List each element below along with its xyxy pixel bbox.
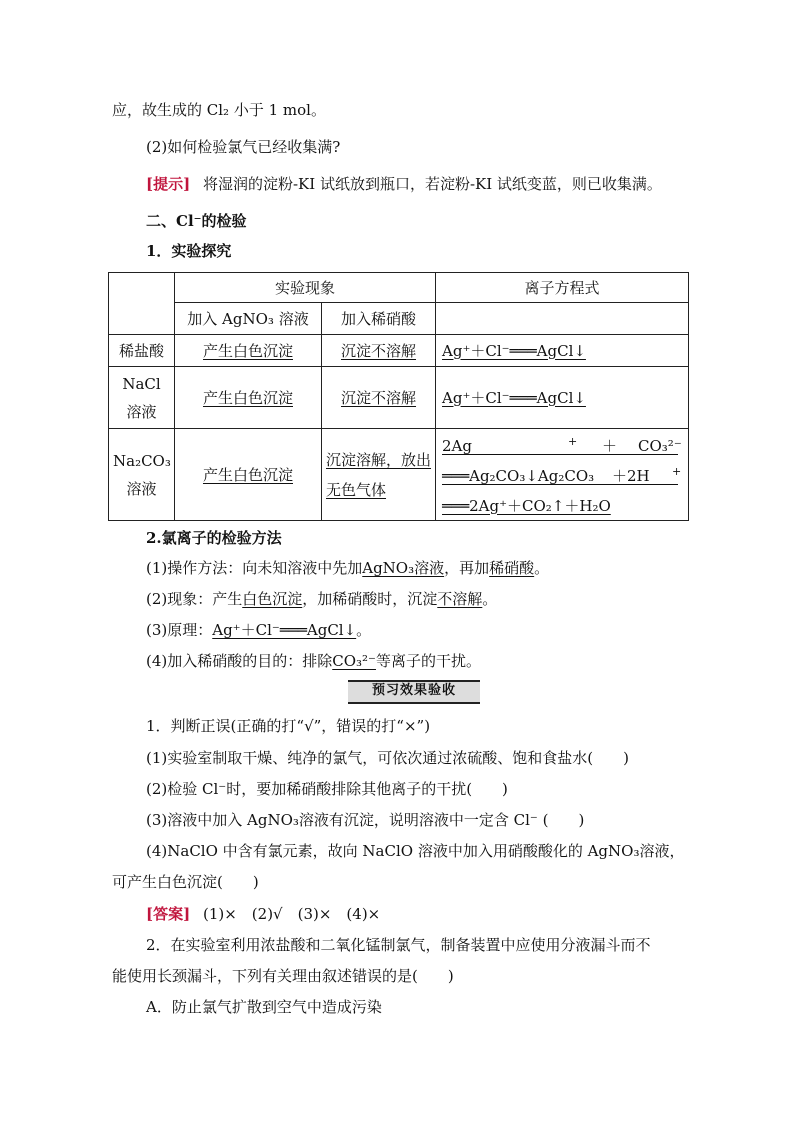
text-span: (1)操作方法：向未知溶液中先加	[146, 559, 363, 577]
eq-underline	[442, 484, 678, 485]
answer-text: (1)× (2)√ (3)× (4)×	[202, 905, 381, 923]
method-step-phenomenon	[146, 589, 497, 609]
quiz-item: (4)NaClO 中含有氯元素，故向 NaClO 溶液中加入用硝酸酸化的 AgNO₃溶液，	[146, 842, 685, 860]
quiz-question: 1．判断正误(正确的打“√”，错误的打“×”)	[146, 717, 431, 735]
agno3-result: 产生白色沉淀	[202, 341, 293, 360]
answer-line	[146, 904, 380, 924]
agno3-result: 产生白色沉淀	[202, 465, 293, 484]
subheader-hno3: 加入稀硝酸	[322, 303, 436, 335]
blank-answer: 不溶解	[437, 590, 483, 608]
blank-answer: 白色沉淀	[242, 590, 303, 608]
text-span: 。	[534, 559, 550, 577]
quiz-option-a: A．防止氯气扩散到空气中造成污染	[146, 998, 382, 1016]
text-span: 等离子的干扰。	[375, 652, 481, 670]
text-span: ，加稀硝酸时，沉淀	[302, 590, 438, 608]
blank-answer: Ag⁺＋Cl⁻═══AgCl↓	[212, 621, 357, 639]
blank-answer: 稀硝酸	[489, 559, 535, 577]
text-span: (3)原理：	[146, 621, 213, 639]
table-row	[109, 429, 689, 521]
header-phenomenon: 实验现象	[175, 273, 436, 303]
eq-token: 2Ag	[442, 436, 472, 455]
text-span: (4)加入稀硝酸的目的：排除	[146, 652, 333, 670]
answer-tag: [答案]	[146, 905, 191, 923]
hno3-result: 沉淀不溶解	[341, 341, 417, 360]
quiz-question: 2．在实验室利用浓盐酸和二氧化锰制氯气，制备装置中应使用分液漏斗而不	[146, 936, 651, 954]
blank-answer: AgNO₃溶液	[362, 559, 445, 577]
text-span: 。	[356, 621, 372, 639]
method-step-purpose	[146, 651, 481, 671]
hno3-result: 沉淀不溶解	[341, 388, 417, 407]
section-banner: 预习效果验收	[348, 680, 480, 704]
quiz-item: (2)检验 Cl⁻时，要加稀硝酸排除其他离子的干扰( )	[146, 780, 508, 798]
text-span: ，再加	[444, 559, 490, 577]
table-corner-cell	[109, 273, 175, 335]
eq-token: +	[672, 464, 682, 478]
hint-text: 将湿润的淀粉-KI 试纸放到瓶口，若淀粉-KI 试纸变蓝，则已收集满。	[202, 175, 662, 193]
ion-equation: Ag⁺＋Cl⁻═══AgCl↓	[442, 341, 586, 360]
hint-line	[146, 174, 662, 194]
text-span: (2)现象：产生	[146, 590, 243, 608]
table-row	[109, 335, 689, 367]
agno3-result: 产生白色沉淀	[202, 388, 293, 407]
method-heading: 2.氯离子的检验方法	[146, 529, 282, 547]
eq-underline	[442, 454, 678, 455]
eq-token: ═══Ag₂CO₃↓Ag₂CO₃	[442, 466, 595, 485]
reagent-cell: NaCl 溶液	[109, 367, 175, 429]
method-step-principle	[146, 620, 371, 640]
text-span: 。	[482, 590, 498, 608]
paragraph-line: 应，故生成的 Cl₂ 小于 1 mol。	[112, 101, 326, 119]
experiment-table	[108, 272, 689, 521]
header-equation: 离子方程式	[436, 273, 689, 303]
ion-equation-multiline	[436, 429, 689, 521]
eq-token: ═══2Ag⁺＋CO₂↑＋H₂O	[442, 496, 611, 515]
hno3-result: 沉淀溶解，放出无色气体	[326, 450, 432, 499]
eq-token: CO₃²⁻	[638, 436, 682, 455]
quiz-question-continued: 能使用长颈漏斗，下列有关理由叙述错误的是( )	[112, 967, 454, 985]
quiz-item-continued: 可产生白色沉淀( )	[112, 873, 259, 891]
eq-token: ＋	[602, 436, 618, 455]
method-step-operation	[146, 558, 549, 578]
subheader-agno3: 加入 AgNO₃ 溶液	[175, 303, 322, 335]
table-row	[109, 367, 689, 429]
hint-tag: [提示]	[146, 175, 191, 193]
quiz-item: (3)溶液中加入 AgNO₃溶液有沉淀，说明溶液中一定含 Cl⁻ ( )	[146, 811, 585, 829]
section-heading: 二、Cl⁻的检验	[146, 212, 247, 230]
reagent-cell: 稀盐酸	[109, 335, 175, 367]
reagent-cell: Na₂CO₃溶液	[109, 429, 175, 521]
subsection-heading: 1．实验探究	[146, 242, 232, 260]
eq-token: +	[568, 434, 578, 448]
question-line: (2)如何检验氯气已经收集满?	[146, 138, 341, 156]
quiz-item: (1)实验室制取干燥、纯净的氯气，可依次通过浓硫酸、饱和食盐水( )	[146, 749, 629, 767]
blank-answer: CO₃²⁻	[332, 652, 376, 670]
ion-equation: Ag⁺＋Cl⁻═══AgCl↓	[442, 388, 586, 407]
subheader-empty	[436, 303, 689, 335]
eq-token: ＋2H	[612, 466, 650, 485]
